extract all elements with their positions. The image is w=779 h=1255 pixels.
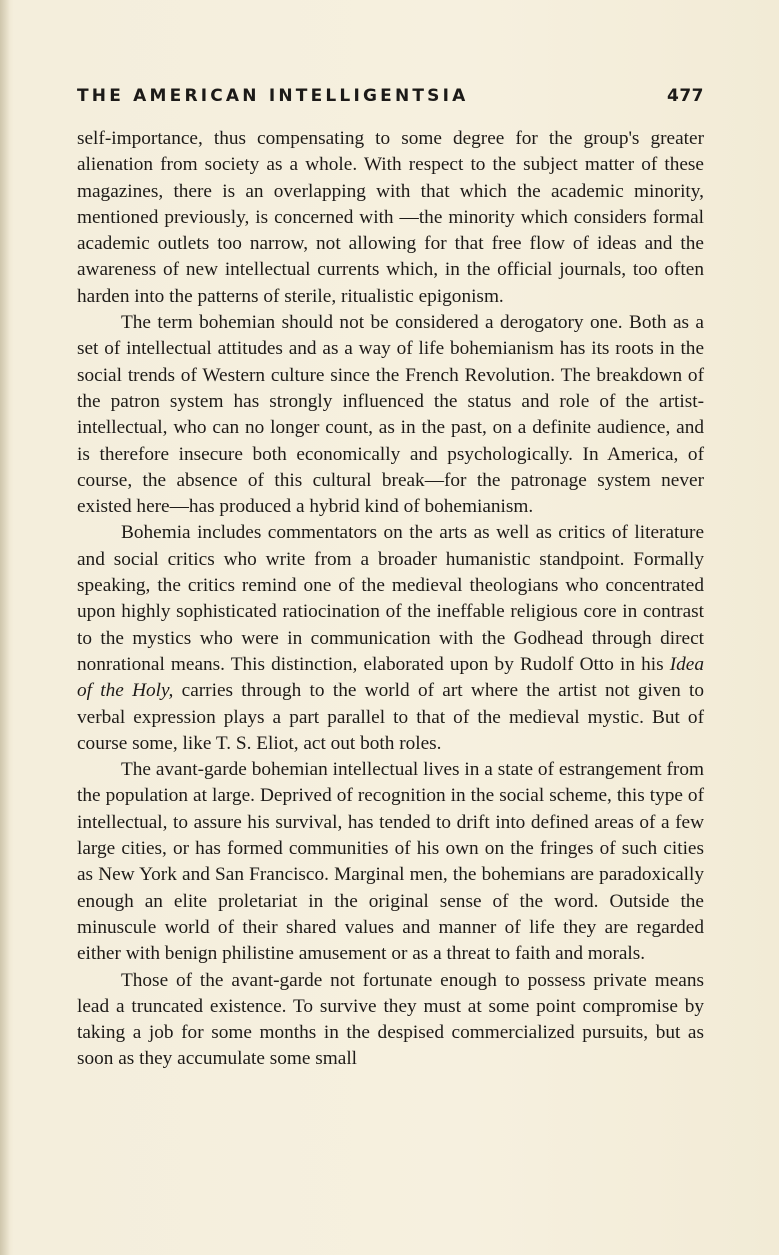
running-head <box>77 86 704 110</box>
paragraph-4: The avant-garde bohemian intellectual lives in a state of estrangement from the population at large. Deprived of recognition in the social scheme, this type of intellectual, to assure his survival, has tended to drift into defined areas of a few large cities, or has formed communities of his own on the fringes of such cities as New York and San Francisco. Marginal men, the bohemians are paradoxically enough an elite proletariat in the original sense of the word. Outside the minuscule world of their shared values and manner of life they are regarded either with benign philistine amusement or as a threat to faith and morals. <box>77 759 704 965</box>
paragraph-1: self-importance, thus compensating to some degree for the group's greater alienation from society as a whole. With respect to the subject matter of these magazines, there is an overlapping with that which the academic minority, mentioned previously, is concerned with —the minority which considers formal academic outlets too narrow, not allowing for that free flow of ideas and the awareness of new intellectual currents which, in the official journals, too often harden into the patterns of sterile, ritualistic epigonism. <box>77 128 704 307</box>
body-text <box>77 126 704 1073</box>
book-title-idea-of-the-holy: Idea of the Holy, <box>77 653 704 702</box>
paragraph-2: The term bohemian should not be considered a derogatory one. Both as a set of intellectual attitudes and as a way of life bohemianism has its roots in the social trends of Western culture since the French Revolution. The breakdown of the patron system has strongly influenced the status and role of the artist-intellectual, who can no longer count, as in the past, on a definite audience, and is therefore insecure both economically and psychologically. In America, of course, the absence of this cultural break—for the patronage system never existed here—has produced a hybrid kind of bohemianism. <box>77 312 704 518</box>
running-title: THE AMERICAN INTELLIGENTSIA <box>77 86 469 106</box>
paragraph-5: Those of the avant-garde not fortunate enough to possess private means lead a truncated existence. To survive they must at some point compromise by taking a job for some months in the despised commercialized pursuits, but as soon as they accumulate some small <box>77 969 704 1070</box>
paragraph-3 <box>77 520 704 757</box>
paragraph-3-text-after: carries through to the world of art where the artist not given to verbal expression plays a part parallel to that of the medieval mystic. But of course some, like T. S. Eliot, act out both roles. <box>77 680 704 754</box>
paragraph-3-text-before: Bohemia includes commentators on the arts as well as critics of literature and social critics who write from a broader humanistic standpoint. Formally speaking, the critics remind one of the medieval theologians who concentrated upon highly sophisticated ratiocination of the ineffable religious core in contrast to the mystics who were in communication with the Godhead through direct nonrational means. This distinction, elaborated upon by Rudolf Otto in his <box>77 522 704 675</box>
page-number: 477 <box>667 86 704 106</box>
spine-shadow <box>0 0 10 1255</box>
